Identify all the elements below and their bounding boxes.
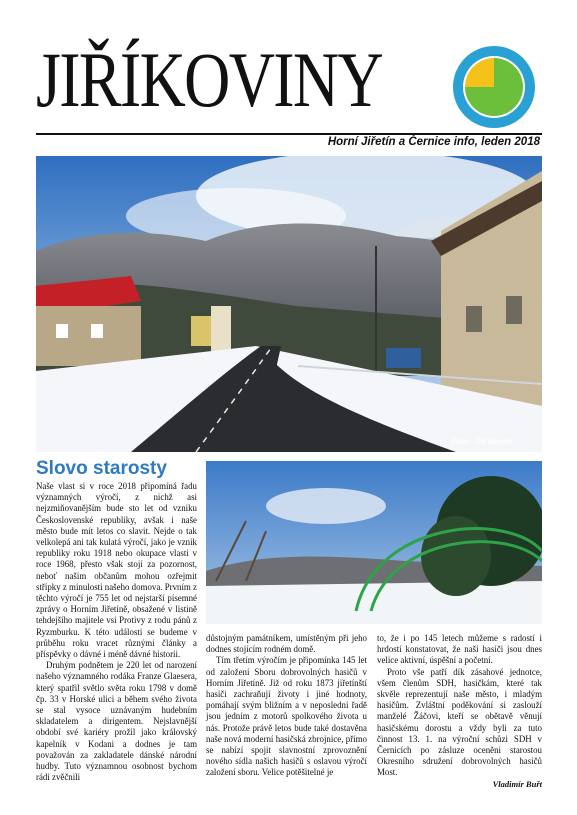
article-column-3 [377, 633, 542, 790]
subtitle-bar [36, 133, 542, 149]
masthead [36, 36, 546, 128]
article-paragraph: důstojným památníkem, umístěným při jeho dodnes stojícím rodném domě. [206, 633, 367, 655]
article-paragraph: Proto vše patří dík zásahové jednotce, všem členům SDH, hasičkám, které tak skvěle reprezentují naše město, i mladým hasičům. Zvláštní poděkování si zaslouží manželé Žáčovi, kteří se obětavě věnují hasičskému dorostu a vždy byli za tuto činnost 13. 1. na výroční schůzi SDH v Černicích po zásluze oceněni starostou Okresního sdružení dobrovolných hasičů Most. [377, 666, 542, 778]
article-paragraph: Tím třetím výročím je připomínka 145 let od založení Sboru dobrovolných hasičů v Horním Jiřetíně. Již od roku 1873 jiřetínští hasiči zachraňují životy i jiné hodnoty, pomáhají svým bližním a v neposlední řadě jsou jedním z motorů spolkového života u nás. Protože právě letos bude také dostavěna naše nová moderní hasičská zbrojnice, přímo se nabízí spojit slavnostní zprovoznění nového sídla našich hasičů s oslavou výročí založení sboru. Velice potěšitelné je [206, 655, 367, 778]
article-paragraph: Druhým podnětem je 220 let od narození našeho významného rodáka Franze Glaesera, který spatřil světlo světa roku 1798 v domě čp. 33 v Horské ulici a během svého života se stal vysoce uznávaným hudebním skladatelem a dirigentem. Nejslavnější období své kariéry prožil jako královský kapelník v Kodani a dodnes je tam považován za zakladatele dánské národní hudby. Tuto významnou osobnost bychom rádi zvěčnili [36, 660, 197, 783]
winter-road-image [36, 156, 542, 452]
winter-park-photo [206, 461, 542, 624]
article-column-2 [206, 633, 367, 779]
winter-park-image [206, 461, 542, 624]
photo-credit: Foto: Jiří Beneš [451, 437, 512, 446]
newspaper-title: JIŘÍKOVINY [36, 36, 383, 123]
author-signature: Vladimír Buřt [492, 778, 542, 789]
article-heading: Slovo starosty [36, 458, 167, 479]
article-column-1 [36, 481, 197, 783]
issue-subtitle: Horní Jiřetín a Černice info, leden 2018 [327, 136, 540, 148]
winter-road-photo [36, 156, 542, 452]
article-paragraph: to, že i po 145 letech můžeme s radostí i hrdostí konstatovat, že naši hasiči jsou dnes velice aktivní, úspěšní a početní. [377, 633, 542, 666]
article-paragraph: Naše vlast si v roce 2018 připomíná řadu významných výročí, z nichž asi nejzmiňovanějším bude sto let od vzniku Československé republiky, avšak i naše město bude mít letos co slavit. Nejde o tak velkolepá ani tak kulatá výročí, jako je vznik republiky roku 1918 nebo okupace vlasti v roce 1968, přesto však stojí za pozornost, neboť našim občanům mohou ozřejmit střípky z minulosti našeho domova. Prvním z těchto výročí je 755 let od nejstarší písemné zprávy o Horním Jiřetíně, obsažené v listině tehdejšího majitele vsi Protivy z rodu pánů z Ryzmburku. K této události se budeme v průběhu roku vracet různými články a příspěvky o dávné i méně dávné historii. [36, 481, 197, 660]
town-logo-icon [449, 42, 539, 132]
